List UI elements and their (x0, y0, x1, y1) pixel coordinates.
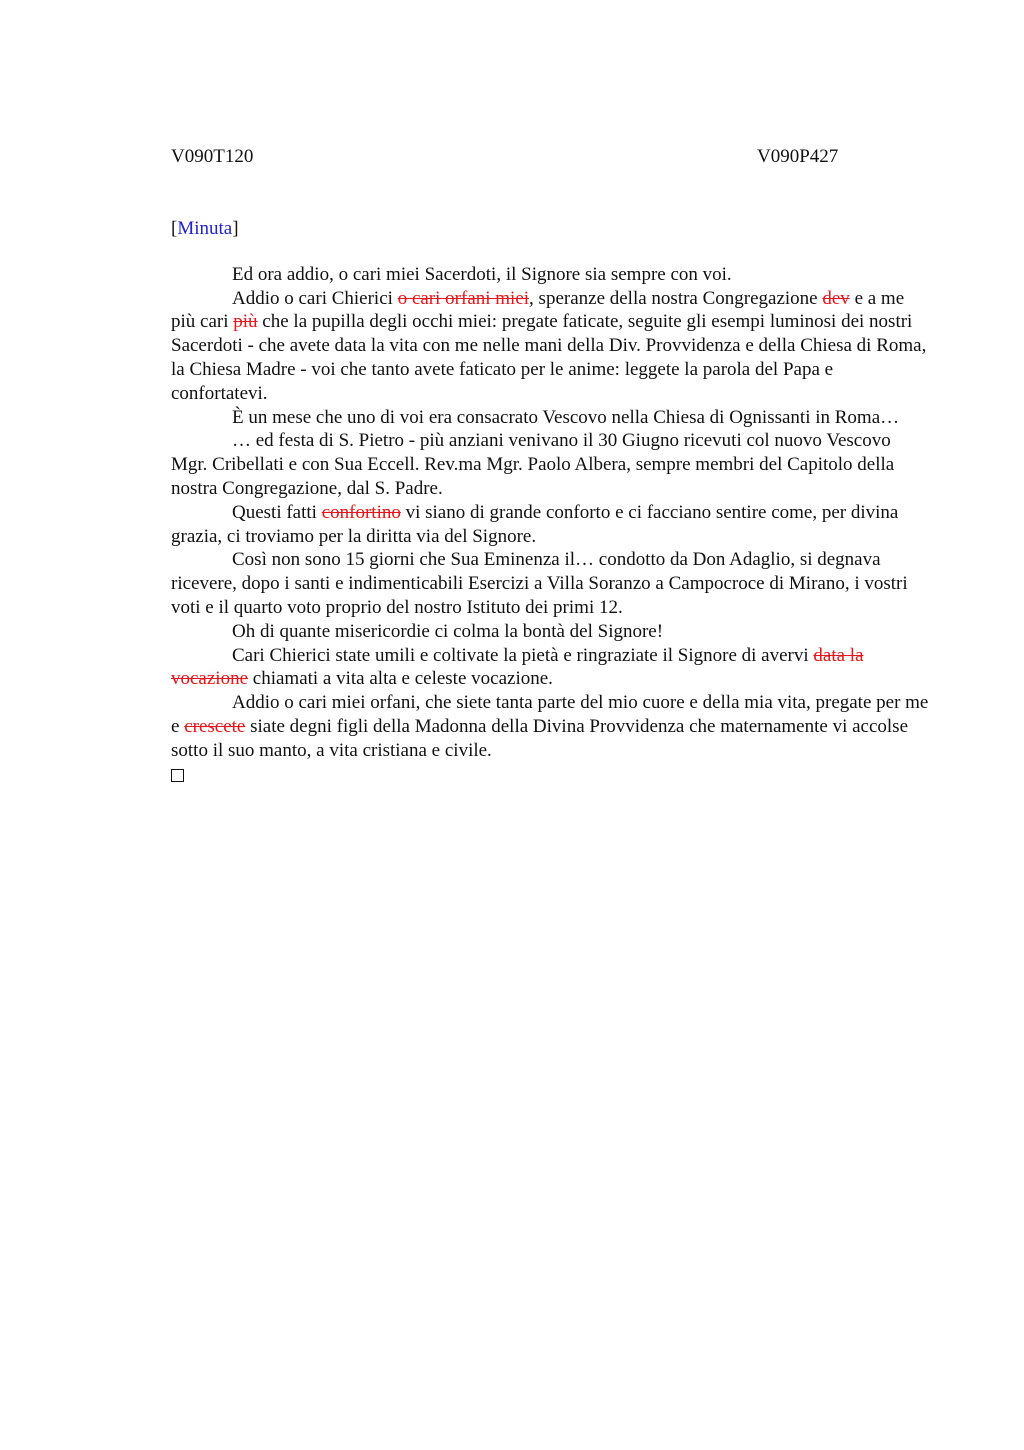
deleted-text: o cari orfani miei (397, 287, 530, 309)
deleted-text: data la vocazione (171, 644, 864, 690)
paragraph-9 (171, 691, 931, 762)
deleted-text: più (233, 311, 258, 333)
minuta-label (171, 217, 931, 241)
text-segment: , speranze della nostra Congregazione (529, 287, 823, 309)
volume-code-left: V090T120 (171, 146, 254, 167)
minuta-bracket-open: [ (171, 218, 178, 239)
paragraph-2 (171, 287, 931, 406)
text-segment: … ed festa di S. Pietro - più anziani venivano il 30 Giugno ricevuti col nuovo Vescovo Mgr. Cribellati e con Sua Eccell. Rev.ma Mgr. Paolo Albera, sempre membri del Capitolo della nostra Congregazione, dal S. Padre. (171, 430, 895, 499)
minuta-text: Minuta (177, 218, 233, 239)
text-segment: Questi fatti (232, 501, 322, 523)
deleted-text: confortino (321, 501, 401, 523)
text-segment: Così non sono 15 giorni che Sua Eminenza il… condotto da Don Adaglio, si degnava ricevere, dopo i santi e indimenticabili Esercizi a Villa Soranzo a Campocroce di Mirano, i vostri voti e il quarto voto proprio del nostro Istituto dei primi 12. (171, 549, 908, 618)
volume-code-right: V090P427 (757, 146, 839, 167)
text-segment: Addio o cari Chierici (232, 287, 398, 309)
text-segment: e a me più cari (171, 287, 905, 333)
document-page (171, 145, 931, 782)
deleted-text: dev (822, 287, 850, 309)
paragraph-6 (171, 548, 931, 619)
text-segment: Oh di quante misericordie ci colma la bontà del Signore! (232, 620, 664, 642)
text-segment: Ed ora addio, o cari miei Sacerdoti, il Signore sia sempre con voi. (232, 263, 732, 285)
paragraph-8 (171, 644, 931, 692)
text-segment: vi siano di grande conforto e ci facciano sentire come, per divina grazia, ci troviamo per la diritta via del Signore. (171, 501, 899, 547)
text-segment: chiamati a vita alta e celeste vocazione. (248, 668, 553, 690)
document-codes (171, 145, 931, 171)
paragraph-3 (171, 406, 931, 430)
paragraph-7 (171, 620, 931, 644)
paragraph-4 (171, 429, 931, 500)
text-segment: che la pupilla degli occhi miei: pregate faticate, seguite gli esempi luminosi dei nostri Sacerdoti - che avete data la vita con me nelle mani della Div. Provvidenza e della Chiesa di Roma, la Chiesa Madre - voi che tanto avete faticato per le anime: leggete la parola del Papa e confortatevi. (171, 311, 927, 404)
text-segment: È un mese che uno di voi era consacrato Vescovo nella Chiesa di Ognissanti in Roma… (232, 406, 900, 428)
text-segment: siate degni figli della Madonna della Divina Provvidenza che maternamente vi accolse sotto il suo manto, a vita cristiana e civile. (171, 715, 909, 761)
end-of-text-box-icon (171, 769, 184, 782)
text-segment: Cari Chierici state umili e coltivate la pietà e ringraziate il Signore di avervi (232, 644, 814, 666)
minuta-bracket-close: ] (232, 218, 239, 239)
paragraph-1 (171, 263, 931, 287)
letter-body (171, 263, 931, 763)
text-segment: Addio o cari miei orfani, che siete tanta parte del mio cuore e della mia vita, pregate per me e (171, 692, 929, 737)
paragraph-5 (171, 501, 931, 549)
deleted-text: crescete (184, 715, 246, 737)
